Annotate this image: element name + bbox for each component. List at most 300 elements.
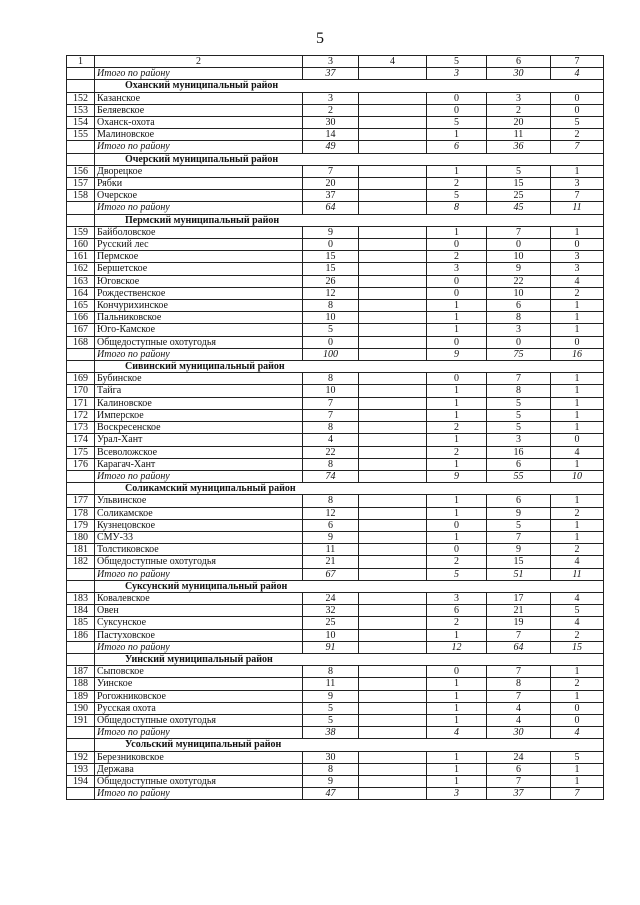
cell-col-3: 91 xyxy=(303,641,359,653)
district-total-row xyxy=(67,348,604,360)
cell-col-4 xyxy=(359,592,427,604)
cell-col-6: 11 xyxy=(487,129,551,141)
cell-col-7: 7 xyxy=(551,190,604,202)
table-row xyxy=(67,385,604,397)
cell-col-4 xyxy=(359,690,427,702)
hunting-ground-name: Воскресенское xyxy=(95,422,303,434)
cell-col-6: 51 xyxy=(487,568,551,580)
table-row xyxy=(67,190,604,202)
cell-col-6: 17 xyxy=(487,592,551,604)
hunting-ground-name: СМУ-33 xyxy=(95,531,303,543)
cell-col-3: 15 xyxy=(303,263,359,275)
cell-col-4 xyxy=(359,275,427,287)
cell-col-6: 22 xyxy=(487,275,551,287)
row-number: 183 xyxy=(67,592,95,604)
row-number: 154 xyxy=(67,117,95,129)
cell-col-3: 8 xyxy=(303,495,359,507)
district-title: Усольский муниципальный район xyxy=(95,739,604,751)
district-header-row xyxy=(67,153,604,165)
cell-col-7: 1 xyxy=(551,397,604,409)
cell-col-5: 1 xyxy=(427,763,487,775)
cell-col-6: 10 xyxy=(487,251,551,263)
hunting-ground-name: Дворецкое xyxy=(95,165,303,177)
cell-col-6: 20 xyxy=(487,117,551,129)
total-label: Итого по району xyxy=(95,470,303,482)
row-number: 161 xyxy=(67,251,95,263)
district-title: Суксунский муниципальный район xyxy=(95,580,604,592)
cell-col-4 xyxy=(359,226,427,238)
table-row xyxy=(67,117,604,129)
cell-col-6: 21 xyxy=(487,605,551,617)
cell-col-3: 38 xyxy=(303,727,359,739)
cell-col-3: 12 xyxy=(303,507,359,519)
cell-col-7: 1 xyxy=(551,409,604,421)
row-number: 162 xyxy=(67,263,95,275)
cell-col-4 xyxy=(359,104,427,116)
row-number: 156 xyxy=(67,165,95,177)
cell-col-4 xyxy=(359,68,427,80)
cell-col-5: 8 xyxy=(427,202,487,214)
cell-col-4 xyxy=(359,470,427,482)
row-number: 155 xyxy=(67,129,95,141)
cell-col-7: 7 xyxy=(551,788,604,800)
cell-col-5: 1 xyxy=(427,458,487,470)
district-title: Уинский муниципальный район xyxy=(95,653,604,665)
column-number: 5 xyxy=(427,56,487,68)
cell-col-7: 0 xyxy=(551,104,604,116)
table-row xyxy=(67,617,604,629)
total-label: Итого по району xyxy=(95,348,303,360)
cell-col-3: 9 xyxy=(303,226,359,238)
row-number: 163 xyxy=(67,275,95,287)
district-total-row xyxy=(67,141,604,153)
cell-col-4 xyxy=(359,788,427,800)
table-row xyxy=(67,409,604,421)
hunting-ground-name: Ковалевское xyxy=(95,592,303,604)
cell-col-6: 3 xyxy=(487,92,551,104)
cell-col-7: 4 xyxy=(551,617,604,629)
cell-col-5: 9 xyxy=(427,470,487,482)
cell-col-3: 9 xyxy=(303,775,359,787)
row-number xyxy=(67,641,95,653)
cell-col-4 xyxy=(359,568,427,580)
cell-col-5: 1 xyxy=(427,531,487,543)
cell-col-3: 47 xyxy=(303,788,359,800)
row-number: 171 xyxy=(67,397,95,409)
cell-col-6: 64 xyxy=(487,641,551,653)
table-row xyxy=(67,129,604,141)
cell-col-3: 64 xyxy=(303,202,359,214)
cell-col-3: 15 xyxy=(303,251,359,263)
row-number: 158 xyxy=(67,190,95,202)
cell-col-5: 3 xyxy=(427,592,487,604)
cell-col-5: 1 xyxy=(427,714,487,726)
cell-col-6: 8 xyxy=(487,385,551,397)
cell-col-6: 8 xyxy=(487,678,551,690)
row-number xyxy=(67,788,95,800)
cell-col-4 xyxy=(359,605,427,617)
cell-col-6: 5 xyxy=(487,519,551,531)
cell-col-3: 7 xyxy=(303,397,359,409)
row-number: 176 xyxy=(67,458,95,470)
table-row xyxy=(67,165,604,177)
district-total-row xyxy=(67,68,604,80)
row-number: 187 xyxy=(67,666,95,678)
cell-col-3: 32 xyxy=(303,605,359,617)
hunting-ground-name: Казанское xyxy=(95,92,303,104)
column-number: 2 xyxy=(95,56,303,68)
table-row xyxy=(67,92,604,104)
row-number: 167 xyxy=(67,324,95,336)
cell-col-7: 1 xyxy=(551,690,604,702)
hunting-ground-name: Всеволожское xyxy=(95,446,303,458)
district-header-row xyxy=(67,483,604,495)
cell-col-3: 100 xyxy=(303,348,359,360)
cell-col-7: 4 xyxy=(551,68,604,80)
cell-col-6: 8 xyxy=(487,312,551,324)
cell-col-6: 7 xyxy=(487,531,551,543)
row-number: 173 xyxy=(67,422,95,434)
cell-col-7: 4 xyxy=(551,446,604,458)
district-header-row xyxy=(67,653,604,665)
cell-col-6: 30 xyxy=(487,727,551,739)
cell-col-4 xyxy=(359,702,427,714)
row-number: 180 xyxy=(67,531,95,543)
cell-col-4 xyxy=(359,495,427,507)
cell-col-7: 4 xyxy=(551,556,604,568)
column-number: 7 xyxy=(551,56,604,68)
district-title: Пермский муниципальный район xyxy=(95,214,604,226)
hunting-ground-name: Байболовское xyxy=(95,226,303,238)
column-number: 6 xyxy=(487,56,551,68)
district-title: Сивинский муниципальный район xyxy=(95,361,604,373)
cell-col-5: 0 xyxy=(427,92,487,104)
row-number xyxy=(67,348,95,360)
row-number: 189 xyxy=(67,690,95,702)
cell-col-5: 1 xyxy=(427,165,487,177)
row-number: 193 xyxy=(67,763,95,775)
cell-col-3: 7 xyxy=(303,165,359,177)
table-row xyxy=(67,226,604,238)
table-row xyxy=(67,531,604,543)
row-number: 175 xyxy=(67,446,95,458)
cell-col-7: 1 xyxy=(551,312,604,324)
cell-col-6: 7 xyxy=(487,629,551,641)
cell-col-3: 8 xyxy=(303,422,359,434)
district-header-row xyxy=(67,214,604,226)
hunting-ground-name: Общедоступные охотугодья xyxy=(95,714,303,726)
cell-col-6: 6 xyxy=(487,763,551,775)
hunting-ground-name: Юговское xyxy=(95,275,303,287)
cell-col-4 xyxy=(359,300,427,312)
hunting-ground-name: Сыповское xyxy=(95,666,303,678)
cell-col-4 xyxy=(359,434,427,446)
cell-col-7: 2 xyxy=(551,544,604,556)
cell-col-3: 7 xyxy=(303,409,359,421)
row-number xyxy=(67,653,95,665)
table-row xyxy=(67,178,604,190)
cell-col-5: 6 xyxy=(427,141,487,153)
row-number: 159 xyxy=(67,226,95,238)
cell-col-3: 0 xyxy=(303,336,359,348)
hunting-grounds-table xyxy=(66,55,604,800)
cell-col-4 xyxy=(359,409,427,421)
cell-col-7: 1 xyxy=(551,373,604,385)
cell-col-5: 2 xyxy=(427,617,487,629)
row-number xyxy=(67,727,95,739)
cell-col-5: 12 xyxy=(427,641,487,653)
cell-col-3: 4 xyxy=(303,434,359,446)
row-number xyxy=(67,202,95,214)
row-number: 165 xyxy=(67,300,95,312)
cell-col-5: 5 xyxy=(427,117,487,129)
cell-col-3: 8 xyxy=(303,458,359,470)
row-number xyxy=(67,580,95,592)
cell-col-5: 0 xyxy=(427,239,487,251)
hunting-ground-name: Бершетское xyxy=(95,263,303,275)
cell-col-5: 1 xyxy=(427,678,487,690)
cell-col-5: 1 xyxy=(427,397,487,409)
table-row xyxy=(67,629,604,641)
cell-col-3: 30 xyxy=(303,751,359,763)
hunting-ground-name: Юго-Камское xyxy=(95,324,303,336)
cell-col-6: 7 xyxy=(487,666,551,678)
cell-col-3: 21 xyxy=(303,556,359,568)
district-total-row xyxy=(67,727,604,739)
hunting-ground-name: Общедоступные охотугодья xyxy=(95,556,303,568)
hunting-ground-name: Уинское xyxy=(95,678,303,690)
cell-col-5: 2 xyxy=(427,446,487,458)
cell-col-5: 0 xyxy=(427,336,487,348)
hunting-ground-name: Малиновское xyxy=(95,129,303,141)
cell-col-7: 4 xyxy=(551,592,604,604)
cell-col-3: 30 xyxy=(303,117,359,129)
cell-col-4 xyxy=(359,519,427,531)
row-number: 184 xyxy=(67,605,95,617)
cell-col-6: 9 xyxy=(487,263,551,275)
cell-col-7: 1 xyxy=(551,226,604,238)
table-row xyxy=(67,690,604,702)
cell-col-5: 3 xyxy=(427,788,487,800)
cell-col-3: 20 xyxy=(303,178,359,190)
hunting-ground-name: Бубинское xyxy=(95,373,303,385)
table-row xyxy=(67,495,604,507)
cell-col-4 xyxy=(359,202,427,214)
cell-col-3: 14 xyxy=(303,129,359,141)
cell-col-3: 0 xyxy=(303,239,359,251)
cell-col-4 xyxy=(359,629,427,641)
cell-col-6: 24 xyxy=(487,751,551,763)
row-number xyxy=(67,361,95,373)
cell-col-4 xyxy=(359,641,427,653)
row-number: 188 xyxy=(67,678,95,690)
cell-col-5: 3 xyxy=(427,263,487,275)
page-number: 5 xyxy=(316,30,324,47)
cell-col-6: 6 xyxy=(487,458,551,470)
cell-col-7: 3 xyxy=(551,178,604,190)
cell-col-7: 5 xyxy=(551,117,604,129)
cell-col-7: 10 xyxy=(551,470,604,482)
cell-col-7: 1 xyxy=(551,775,604,787)
cell-col-7: 2 xyxy=(551,287,604,299)
row-number: 185 xyxy=(67,617,95,629)
cell-col-6: 25 xyxy=(487,190,551,202)
cell-col-4 xyxy=(359,190,427,202)
cell-col-7: 5 xyxy=(551,751,604,763)
cell-col-7: 2 xyxy=(551,629,604,641)
cell-col-5: 1 xyxy=(427,434,487,446)
cell-col-6: 45 xyxy=(487,202,551,214)
cell-col-3: 49 xyxy=(303,141,359,153)
row-number: 174 xyxy=(67,434,95,446)
row-number: 152 xyxy=(67,92,95,104)
column-number: 3 xyxy=(303,56,359,68)
row-number xyxy=(67,68,95,80)
table-row xyxy=(67,422,604,434)
table-row xyxy=(67,275,604,287)
cell-col-3: 8 xyxy=(303,763,359,775)
table-row xyxy=(67,605,604,617)
row-number xyxy=(67,153,95,165)
cell-col-3: 10 xyxy=(303,385,359,397)
cell-col-7: 1 xyxy=(551,385,604,397)
cell-col-4 xyxy=(359,666,427,678)
cell-col-7: 1 xyxy=(551,531,604,543)
hunting-ground-name: Общедоступные охотугодья xyxy=(95,775,303,787)
cell-col-3: 22 xyxy=(303,446,359,458)
table-row xyxy=(67,519,604,531)
cell-col-4 xyxy=(359,263,427,275)
cell-col-3: 9 xyxy=(303,690,359,702)
total-label: Итого по району xyxy=(95,641,303,653)
row-number xyxy=(67,141,95,153)
cell-col-7: 4 xyxy=(551,727,604,739)
hunting-ground-name: Овен xyxy=(95,605,303,617)
hunting-ground-name: Калиновское xyxy=(95,397,303,409)
cell-col-6: 4 xyxy=(487,714,551,726)
row-number: 170 xyxy=(67,385,95,397)
cell-col-6: 37 xyxy=(487,788,551,800)
cell-col-4 xyxy=(359,751,427,763)
cell-col-3: 11 xyxy=(303,544,359,556)
row-number: 153 xyxy=(67,104,95,116)
cell-col-7: 1 xyxy=(551,422,604,434)
cell-col-6: 75 xyxy=(487,348,551,360)
row-number: 168 xyxy=(67,336,95,348)
cell-col-3: 74 xyxy=(303,470,359,482)
total-label: Итого по району xyxy=(95,68,303,80)
cell-col-7: 5 xyxy=(551,605,604,617)
cell-col-7: 15 xyxy=(551,641,604,653)
cell-col-7: 11 xyxy=(551,202,604,214)
hunting-ground-name: Тайга xyxy=(95,385,303,397)
table-row xyxy=(67,714,604,726)
total-label: Итого по району xyxy=(95,141,303,153)
cell-col-7: 16 xyxy=(551,348,604,360)
cell-col-5: 1 xyxy=(427,324,487,336)
cell-col-4 xyxy=(359,678,427,690)
total-label: Итого по району xyxy=(95,788,303,800)
cell-col-6: 7 xyxy=(487,775,551,787)
cell-col-3: 5 xyxy=(303,324,359,336)
district-title: Оханский муниципальный район xyxy=(95,80,604,92)
row-number xyxy=(67,739,95,751)
row-number: 178 xyxy=(67,507,95,519)
cell-col-5: 1 xyxy=(427,129,487,141)
cell-col-7: 1 xyxy=(551,324,604,336)
cell-col-4 xyxy=(359,92,427,104)
hunting-ground-name: Рогожниковское xyxy=(95,690,303,702)
cell-col-5: 2 xyxy=(427,556,487,568)
cell-col-5: 5 xyxy=(427,568,487,580)
cell-col-6: 6 xyxy=(487,300,551,312)
cell-col-4 xyxy=(359,727,427,739)
table-row xyxy=(67,300,604,312)
cell-col-6: 19 xyxy=(487,617,551,629)
cell-col-5: 0 xyxy=(427,519,487,531)
total-label: Итого по району xyxy=(95,568,303,580)
cell-col-4 xyxy=(359,348,427,360)
cell-col-4 xyxy=(359,507,427,519)
cell-col-6: 15 xyxy=(487,178,551,190)
cell-col-5: 0 xyxy=(427,666,487,678)
cell-col-5: 2 xyxy=(427,422,487,434)
cell-col-4 xyxy=(359,714,427,726)
cell-col-5: 1 xyxy=(427,507,487,519)
table-row xyxy=(67,702,604,714)
row-number xyxy=(67,470,95,482)
cell-col-3: 5 xyxy=(303,702,359,714)
row-number: 182 xyxy=(67,556,95,568)
cell-col-6: 16 xyxy=(487,446,551,458)
table-row xyxy=(67,312,604,324)
cell-col-7: 2 xyxy=(551,507,604,519)
cell-col-7: 11 xyxy=(551,568,604,580)
cell-col-5: 3 xyxy=(427,68,487,80)
total-label: Итого по району xyxy=(95,727,303,739)
table-row xyxy=(67,458,604,470)
column-number: 1 xyxy=(67,56,95,68)
hunting-ground-name: Соликамское xyxy=(95,507,303,519)
cell-col-4 xyxy=(359,544,427,556)
cell-col-6: 5 xyxy=(487,397,551,409)
cell-col-5: 6 xyxy=(427,605,487,617)
cell-col-3: 10 xyxy=(303,629,359,641)
cell-col-7: 0 xyxy=(551,336,604,348)
cell-col-4 xyxy=(359,763,427,775)
cell-col-4 xyxy=(359,178,427,190)
cell-col-7: 0 xyxy=(551,239,604,251)
district-header-row xyxy=(67,739,604,751)
cell-col-5: 1 xyxy=(427,409,487,421)
table-row xyxy=(67,336,604,348)
cell-col-6: 30 xyxy=(487,68,551,80)
row-number xyxy=(67,568,95,580)
cell-col-3: 37 xyxy=(303,190,359,202)
district-total-row xyxy=(67,470,604,482)
cell-col-6: 3 xyxy=(487,324,551,336)
cell-col-4 xyxy=(359,336,427,348)
row-number: 157 xyxy=(67,178,95,190)
cell-col-7: 4 xyxy=(551,275,604,287)
cell-col-6: 5 xyxy=(487,422,551,434)
hunting-ground-name: Общедоступные охотугодья xyxy=(95,336,303,348)
cell-col-7: 1 xyxy=(551,763,604,775)
table-row xyxy=(67,507,604,519)
table-row xyxy=(67,239,604,251)
cell-col-3: 10 xyxy=(303,312,359,324)
cell-col-4 xyxy=(359,251,427,263)
